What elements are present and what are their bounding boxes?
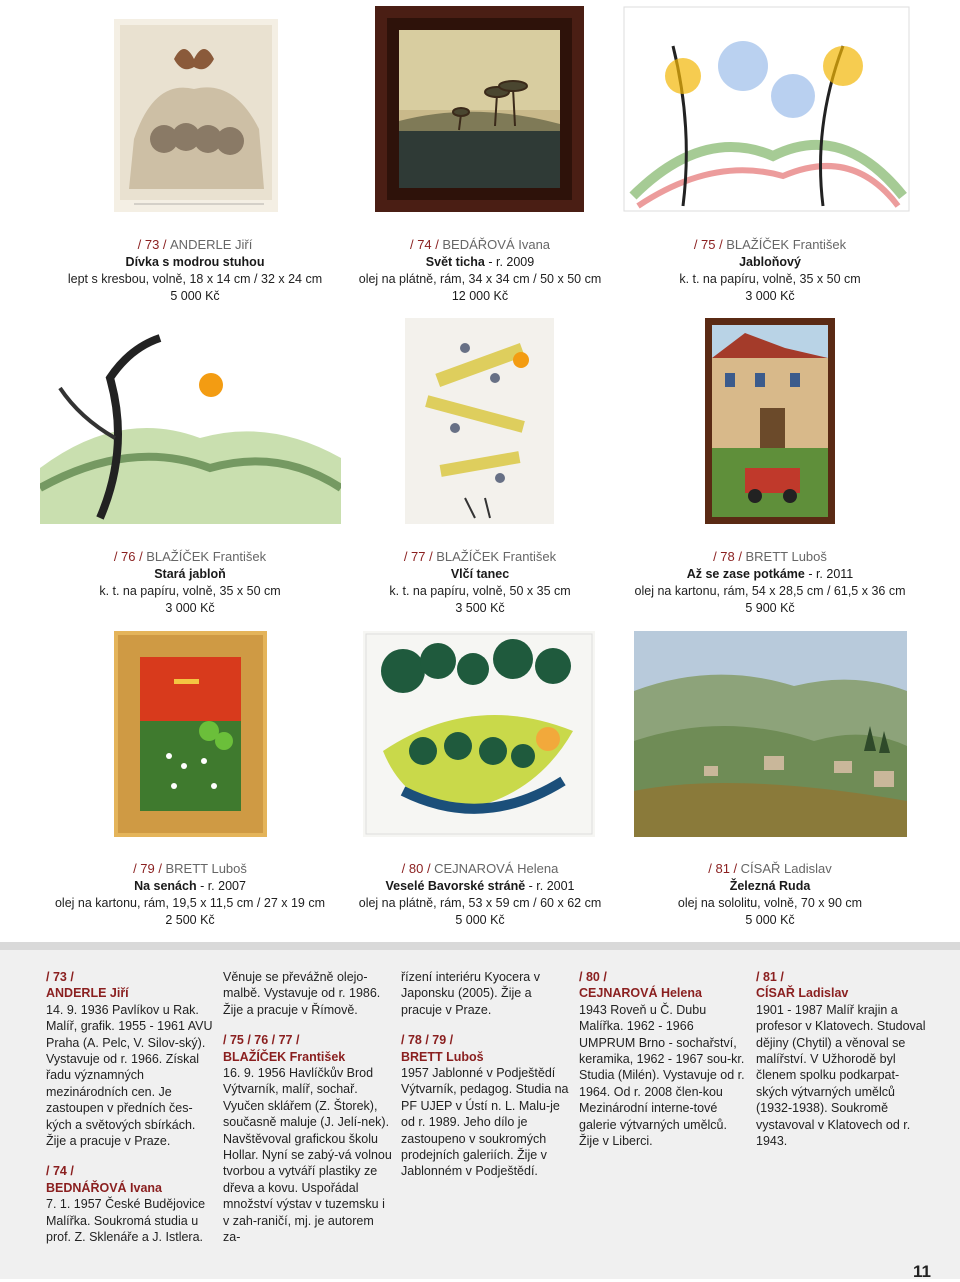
artwork-80-image bbox=[363, 631, 595, 837]
bio-column-1 bbox=[46, 969, 216, 1260]
artwork-medium: k. t. na papíru, volně, 35 x 50 cm bbox=[99, 584, 281, 598]
artwork-79-image bbox=[114, 631, 267, 837]
bio-74-text: 7. 1. 1957 České Budějovice Malířka. Soukromá studia u prof. Z. Sklenáře a J. Istlera. bbox=[46, 1197, 206, 1245]
artist-name: BRETT Luboš bbox=[165, 861, 247, 876]
bio-80-number: / 80 / bbox=[579, 970, 607, 984]
bio-75-text: 16. 9. 1956 Havlíčkův Brod Výtvarník, malíř, sochař. Vyučen sklářem (Z. Štorek), současně maluje (J. Jelí-nek). Navštěvoval grafickou školu Hollar. Nyní se zabý-vá volnou tvorbou a vytváří plastiky ze dřeva a kovu. Uspořádal množství výstav v tuzemsku i v zah-raničí, mj. je autorem za- bbox=[223, 1066, 392, 1245]
artwork-title: Dívka s modrou stuhou bbox=[125, 255, 265, 269]
artwork-77-image bbox=[405, 318, 554, 524]
bio-80-text: 1943 Roveň u Č. Dubu Malířka. 1962 - 1966 UMPRUM Brno - sochařství, keramika, 1962 - 1967 sou-kr. Studia (Milén). Vystavuje od r. 1964. Od r. 2008 člen-kou Mezinárodní interne-tové galerie výtvarných umělců. Žije v Liberci. bbox=[579, 1002, 745, 1149]
bio-73-text: 14. 9. 1936 Pavlíkov u Rak. Malíř, grafik. 1955 - 1961 AVU Praha (A. Pelc, V. Silov-ský). Vystavuje od r. 1966. Získal řadu významných mezinárodních cen. Je zastoupen v předních čes-kých a světových sbírkách. Žije a pracuje v Praze. bbox=[46, 1002, 213, 1149]
artwork-price: 5 000 Kč bbox=[745, 913, 795, 927]
artwork-medium: olej na sololitu, volně, 70 x 90 cm bbox=[677, 896, 863, 910]
lot-number: / 76 / bbox=[113, 549, 143, 564]
bio-75-continued: řízení interiéru Kyocera v Japonsku (2005). Žije a pracuje v Praze. bbox=[401, 970, 540, 1017]
artwork-medium: k. t. na papíru, volně, 50 x 35 cm bbox=[389, 584, 571, 598]
artwork-medium: olej na kartonu, rám, 19,5 x 11,5 cm / 27 x 19 cm bbox=[54, 896, 326, 910]
artist-name: BLAŽÍČEK František bbox=[726, 237, 847, 252]
bio-75-number: / 75 / 76 / 77 / bbox=[223, 1033, 300, 1048]
lot-79-caption bbox=[40, 860, 340, 929]
artwork-title: Železná Ruda bbox=[729, 879, 811, 893]
lot-number: / 78 / bbox=[713, 549, 742, 564]
artwork-title: Svět ticha bbox=[425, 255, 485, 269]
artwork-year: - r. 2009 bbox=[484, 255, 535, 269]
artwork-title: Vlčí tanec bbox=[450, 567, 510, 581]
artwork-price: 3 000 Kč bbox=[745, 289, 795, 303]
artwork-price: 3 000 Kč bbox=[165, 601, 215, 615]
bio-80-name: CEJNAROVÁ Helena bbox=[579, 986, 702, 1001]
bio-column-2 bbox=[223, 969, 393, 1260]
artwork-title: Až se zase potkáme bbox=[686, 567, 805, 581]
artwork-year: - r. 2011 bbox=[804, 567, 854, 581]
artwork-price: 5 900 Kč bbox=[745, 601, 795, 615]
artwork-year: - r. 2007 bbox=[196, 879, 246, 893]
lot-number: / 75 / bbox=[693, 237, 723, 252]
artwork-year: - r. 2001 bbox=[525, 879, 575, 893]
lot-73-caption bbox=[45, 236, 345, 305]
bio-column-3 bbox=[401, 969, 571, 1194]
artwork-price: 12 000 Kč bbox=[451, 289, 509, 303]
artist-name: ANDERLE Jiří bbox=[170, 237, 253, 252]
lot-78-caption bbox=[620, 548, 920, 617]
artwork-74-image bbox=[375, 6, 584, 212]
artwork-title: Jabloňový bbox=[739, 255, 801, 269]
lot-number: / 79 / bbox=[133, 861, 162, 876]
artwork-medium: olej na kartonu, rám, 54 x 28,5 cm / 61,5 x 36 cm bbox=[634, 584, 906, 598]
artwork-title: Veselé Bavorské stráně bbox=[385, 879, 526, 893]
lot-77-caption bbox=[330, 548, 630, 617]
lot-76-caption bbox=[40, 548, 340, 617]
artwork-81-image bbox=[634, 631, 907, 837]
bio-73-name: ANDERLE Jiří bbox=[46, 986, 129, 1001]
artist-name: BLAŽÍČEK František bbox=[436, 549, 557, 564]
artwork-78-image bbox=[705, 318, 835, 524]
artwork-75-image bbox=[623, 6, 910, 212]
lot-81-caption bbox=[620, 860, 920, 929]
bio-column-4 bbox=[579, 969, 749, 1163]
lot-80-caption bbox=[330, 860, 630, 929]
bio-78-number: / 78 / 79 / bbox=[401, 1033, 454, 1048]
bio-74-continued: Věnuje se převážně olejo-malbě. Vystavuje od r. 1986. Žije a pracuje v Římově. bbox=[223, 970, 381, 1017]
artist-name: BLAŽÍČEK František bbox=[146, 549, 267, 564]
bio-74-number: / 74 / bbox=[46, 1164, 74, 1179]
artist-name: CEJNAROVÁ Helena bbox=[434, 861, 559, 876]
bio-81-number: / 81 / bbox=[756, 970, 784, 984]
page-number: 11 bbox=[913, 1262, 931, 1281]
bio-78-name: BRETT Luboš bbox=[401, 1049, 484, 1064]
artwork-title: Na senách bbox=[134, 879, 197, 893]
artwork-medium: k. t. na papíru, volně, 35 x 50 cm bbox=[679, 272, 861, 286]
lot-number: / 80 / bbox=[401, 861, 431, 876]
artwork-medium: olej na plátně, rám, 53 x 59 cm / 60 x 62 cm bbox=[358, 896, 602, 910]
artwork-price: 3 500 Kč bbox=[455, 601, 505, 615]
lot-74-caption bbox=[330, 236, 630, 305]
artwork-price: 5 000 Kč bbox=[455, 913, 505, 927]
artwork-medium: lept s kresbou, volně, 18 x 14 cm / 32 x 24 cm bbox=[67, 272, 323, 286]
artwork-price: 2 500 Kč bbox=[165, 913, 215, 927]
lot-number: / 74 / bbox=[409, 237, 439, 252]
lot-number: / 81 / bbox=[708, 861, 738, 876]
lot-number: / 73 / bbox=[137, 237, 167, 252]
bio-column-5 bbox=[756, 969, 926, 1163]
bio-74-name: BEDNÁŘOVÁ Ivana bbox=[46, 1180, 162, 1195]
artist-name: CÍSAŘ Ladislav bbox=[740, 861, 832, 876]
lot-75-caption bbox=[620, 236, 920, 305]
bio-73-number: / 73 / bbox=[46, 970, 74, 984]
artist-name: BRETT Luboš bbox=[745, 549, 827, 564]
bio-78-text: 1957 Jablonné v Podještědí Výtvarník, pedagog. Studia na PF UJEP v Ústí n. L. Malu-je od r. 1989. Jeho dílo je zastoupeno v soukromých prodejních galeriích. Žije v Jablonném v Podještědí. bbox=[401, 1066, 569, 1179]
bio-81-name: CÍSAŘ Ladislav bbox=[756, 986, 849, 1001]
artwork-title: Stará jabloň bbox=[154, 567, 226, 581]
lot-number: / 77 / bbox=[403, 549, 433, 564]
bio-75-name: BLAŽÍČEK František bbox=[223, 1049, 346, 1064]
bio-81-text: 1901 - 1987 Malíř krajin a profesor v Klatovech. Studoval dějiny (Chytil) a věnoval se malířství. V Užhorodě byl členem spolku podkarpat-ských výtvarných umělců (1932-1938). Soukromě vystavoval v Klatovech od r. 1943. bbox=[756, 1002, 926, 1149]
artwork-73-image bbox=[114, 19, 278, 212]
artwork-price: 5 000 Kč bbox=[170, 289, 220, 303]
artwork-medium: olej na plátně, rám, 34 x 34 cm / 50 x 50 cm bbox=[358, 272, 602, 286]
artwork-76-image bbox=[40, 318, 341, 524]
artist-name: BEDÁŘOVÁ Ivana bbox=[442, 237, 551, 252]
